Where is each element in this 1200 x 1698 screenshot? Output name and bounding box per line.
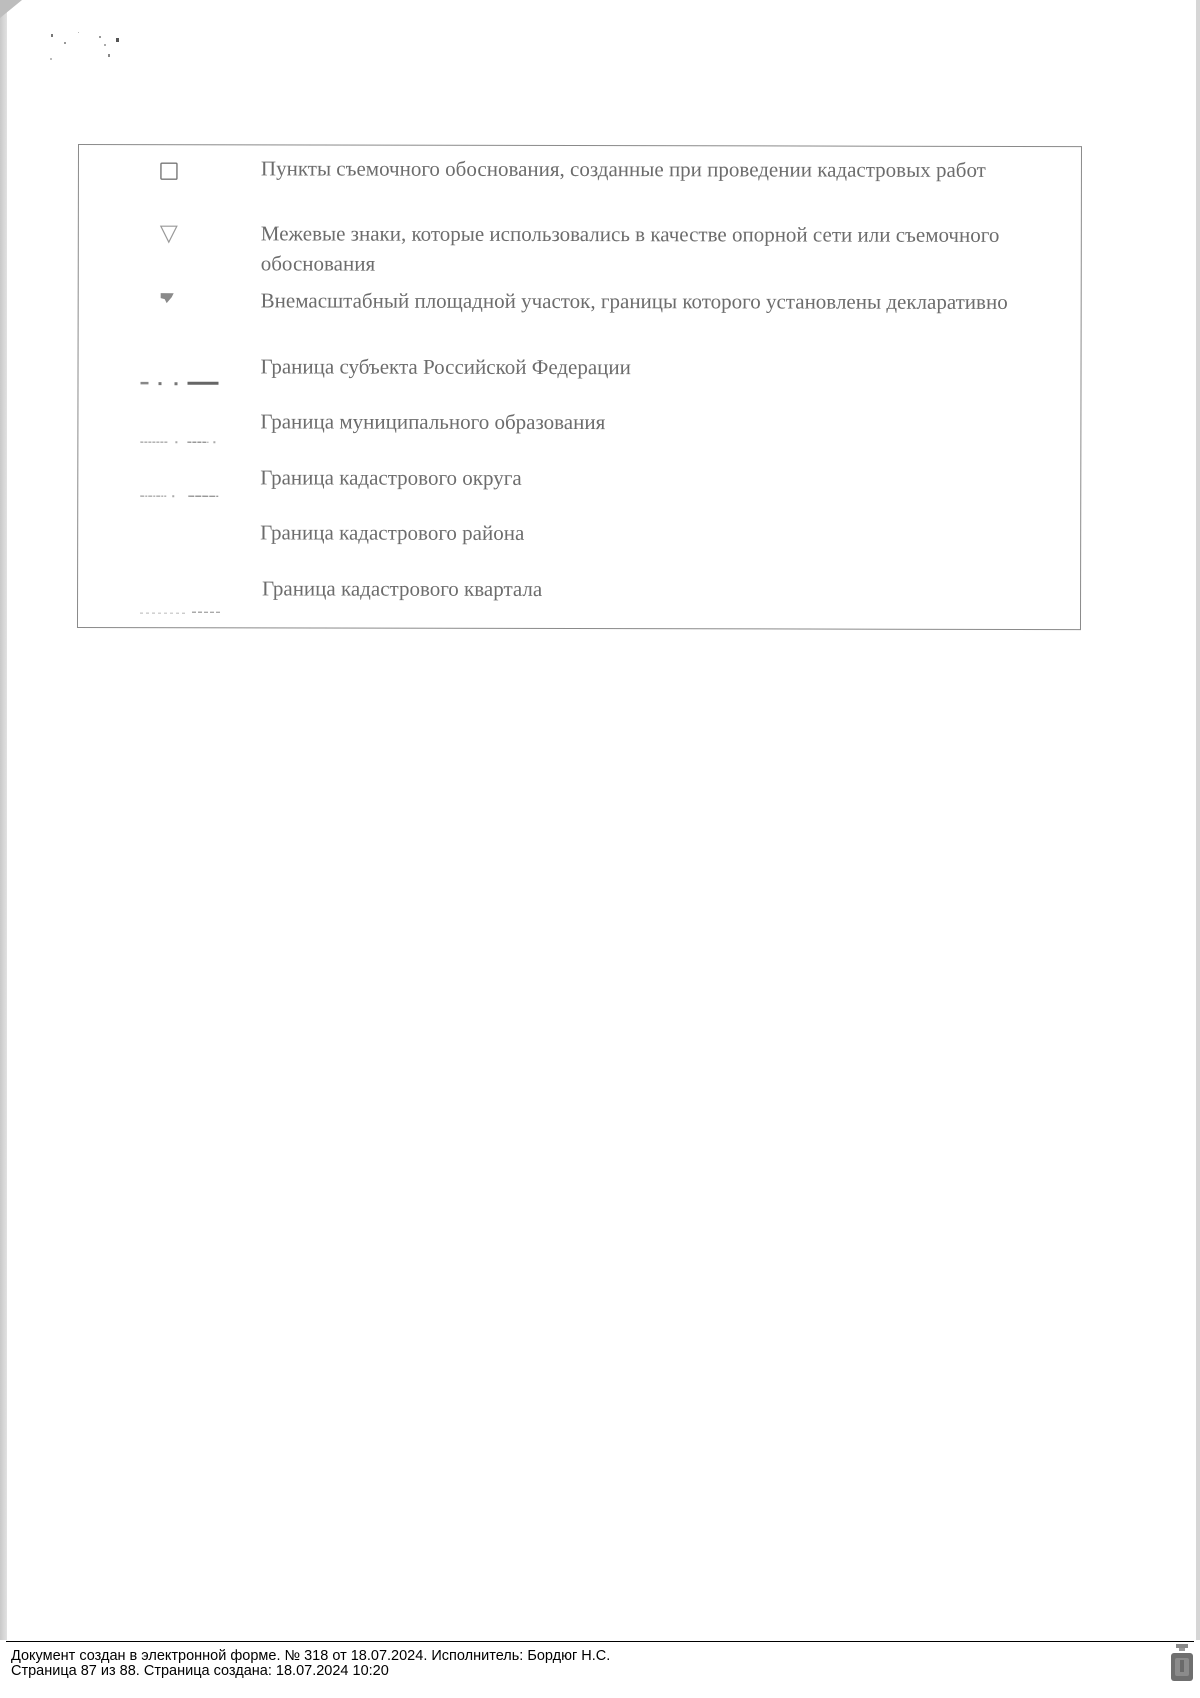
legend-row <box>78 517 1080 573</box>
scan-edge-left <box>0 0 7 1640</box>
footer-line-document: Документ создан в электронной форме. № 318 от 18.07.2024. Исполнитель: Бордюг Н.С. <box>11 1648 611 1664</box>
scan-corner <box>0 0 22 18</box>
legend-item-text: Пункты съемочного обоснования, созданные при проведении кадастровых работ <box>260 156 986 182</box>
legend-item-text: Межевые знаки, которые использовались в качестве опорной сети или съемочного обоснования <box>260 221 1000 276</box>
legend-item-text: Граница кадастрового квартала <box>262 576 543 601</box>
legend-row <box>79 151 1081 217</box>
legend-row <box>78 573 1080 629</box>
legend-item-text: Граница кадастрового округа <box>260 465 522 490</box>
dash-dot-line-icon <box>108 422 228 462</box>
coat-of-arms-icon <box>1170 1644 1194 1684</box>
dash-dot-line-icon <box>108 476 228 516</box>
dash-dot-line-icon <box>108 363 228 403</box>
legend-table <box>77 144 1082 630</box>
legend-row <box>79 285 1081 351</box>
legend-item-text: Граница субъекта Российской Федерации <box>260 354 631 380</box>
footer-divider <box>6 1641 1194 1642</box>
blank-line-icon <box>108 531 228 571</box>
legend-row <box>78 406 1080 462</box>
footer <box>11 1649 610 1679</box>
legend-item-text: Граница муниципального образования <box>260 409 606 435</box>
dashed-line-icon <box>108 591 228 631</box>
legend-row <box>78 462 1080 518</box>
legend-row <box>78 351 1080 407</box>
square-outline-icon <box>109 157 229 197</box>
legend-row <box>79 218 1081 284</box>
legend-item-text: Граница кадастрового района <box>260 520 525 545</box>
filled-marker-icon <box>109 287 229 327</box>
scan-specks <box>44 28 144 68</box>
scan-edge-right <box>1196 0 1200 1640</box>
legend-item-text: Внемасштабный площадной участок, границы которого установлены декларативно <box>260 288 1008 314</box>
footer-line-page: Страница 87 из 88. Страница создана: 18.07.2024 10:20 <box>11 1663 389 1679</box>
triangle-down-icon <box>109 220 229 260</box>
